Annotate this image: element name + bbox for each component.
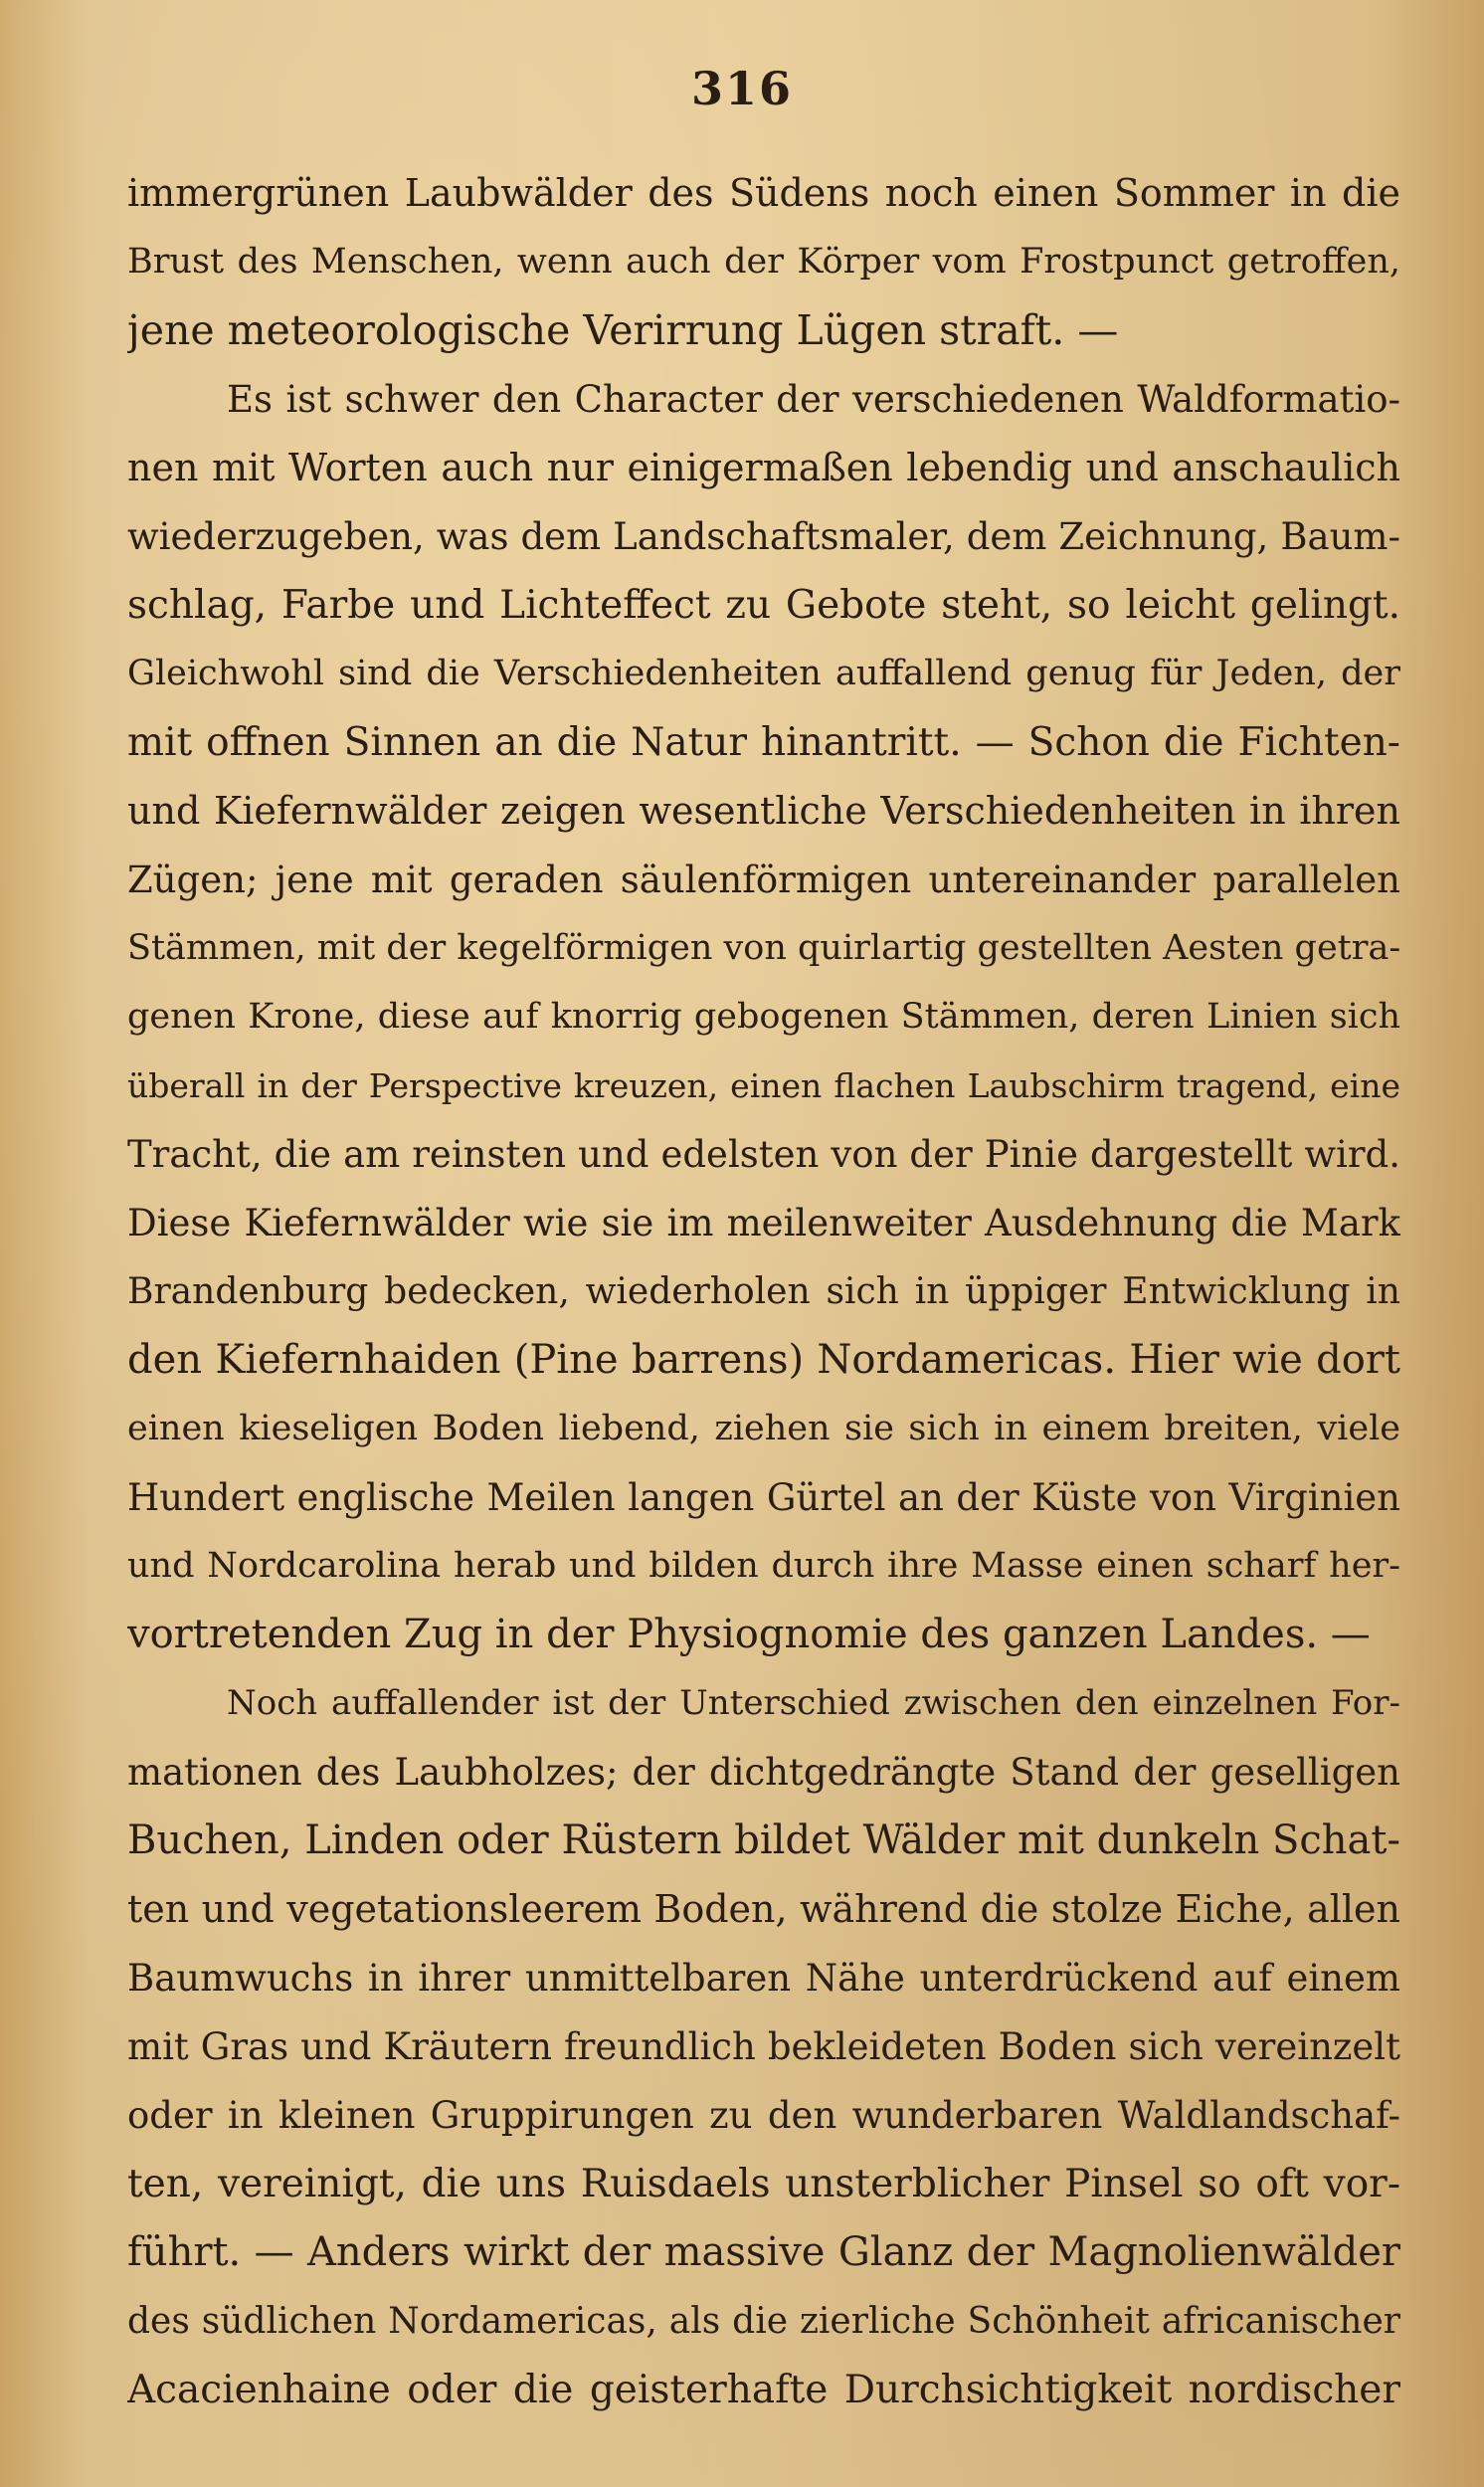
page-number: 316 — [690, 62, 794, 115]
text-line: Hundert englische Meilen langen Gürtel an der Küste von Virginien — [127, 1476, 1400, 1519]
text-line: Buchen, Linden oder Rüstern bildet Wälder mit dunkeln Schat- — [127, 1817, 1400, 1863]
text-line: mationen des Laubholzes; der dichtgedrängte Stand der geselligen — [127, 1751, 1400, 1794]
text-line: mit Gras und Kräutern freundlich bekleideten Boden sich vereinzelt — [127, 2025, 1400, 2068]
text-line: des südlichen Nordamericas, als die zierliche Schönheit africanischer — [127, 2301, 1400, 2342]
text-line: Acacienhaine oder die geisterhafte Durchsichtigkeit nordischer — [127, 2368, 1400, 2412]
text-line: und Kiefernwälder zeigen wesentliche Verschiedenheiten in ihren — [127, 789, 1400, 833]
text-line: und Nordcarolina herab und bilden durch ihre Masse einen scharf her- — [127, 1546, 1400, 1586]
text-line: ten und vegetationsleerem Boden, während die stolze Eiche, allen — [127, 1887, 1400, 1931]
text-line: Diese Kiefernwälder wie sie im meilenweiter Ausdehnung die Mark — [127, 1202, 1400, 1244]
text-line: überall in der Perspective kreuzen, einen flachen Laubschirm tragend, eine — [127, 1066, 1400, 1105]
text-line: wiederzugeben, was dem Landschaftsmaler, dem Zeichnung, Baum- — [127, 515, 1400, 558]
text-line: mit offnen Sinnen an die Natur hinantritt. — Schon die Fichten- — [127, 720, 1400, 765]
text-line: Noch auffallender ist der Unterschied zwischen den einzelnen For- — [227, 1683, 1400, 1723]
text-line: oder in kleinen Gruppirungen zu den wunderbaren Waldlandschaf- — [127, 2094, 1400, 2137]
text-line: jene meteorologische Verirrung Lügen straft. — — [127, 306, 1119, 354]
text-line: Gleichwohl sind die Verschiedenheiten auffallend genug für Jeden, der — [127, 654, 1400, 693]
text-line: den Kiefernhaiden (Pine barrens) Nordamericas. Hier wie dort — [127, 1337, 1400, 1383]
text-line: Brandenburg bedecken, wiederholen sich in üppiger Entwicklung in — [127, 1271, 1400, 1312]
text-line: nen mit Worten auch nur einigermaßen lebendig und anschaulich — [127, 446, 1400, 489]
text-line: Es ist schwer den Character der verschiedenen Waldformatio- — [227, 378, 1400, 421]
text-line: Zügen; jene mit geraden säulenförmigen untereinander parallelen — [127, 859, 1400, 901]
body-text — [127, 159, 1400, 2424]
text-line: Stämmen, mit der kegelförmigen von quirlartig gestellten Aesten getra- — [127, 928, 1400, 968]
text-line: Baumwuchs in ihrer unmittelbaren Nähe unterdrückend auf einem — [127, 1957, 1400, 2000]
text-line: genen Krone, diese auf knorrig gebogenen Stämmen, deren Linien sich — [127, 997, 1400, 1037]
text-line: Brust des Menschen, wenn auch der Körper vom Frostpunct getroffen, — [127, 242, 1400, 282]
text-line: immergrünen Laubwälder des Südens noch einen Sommer in die — [127, 171, 1400, 215]
text-line: schlag, Farbe und Lichteffect zu Gebote steht, so leicht gelingt. — [127, 583, 1400, 628]
text-line: ten, vereinigt, die uns Ruisdaels unsterblicher Pinsel so oft vor- — [127, 2162, 1400, 2206]
text-line: vortretenden Zug in der Physiognomie des ganzen Landes. — — [127, 1612, 1371, 1657]
text-line: einen kieseligen Boden liebend, ziehen sie sich in einem breiten, viele — [127, 1409, 1400, 1448]
text-line: führt. — Anders wirkt der massive Glanz der Magnolienwälder — [127, 2229, 1400, 2275]
text-line: Tracht, die am reinsten und edelsten von der Pinie dargestellt wird. — [127, 1133, 1400, 1176]
